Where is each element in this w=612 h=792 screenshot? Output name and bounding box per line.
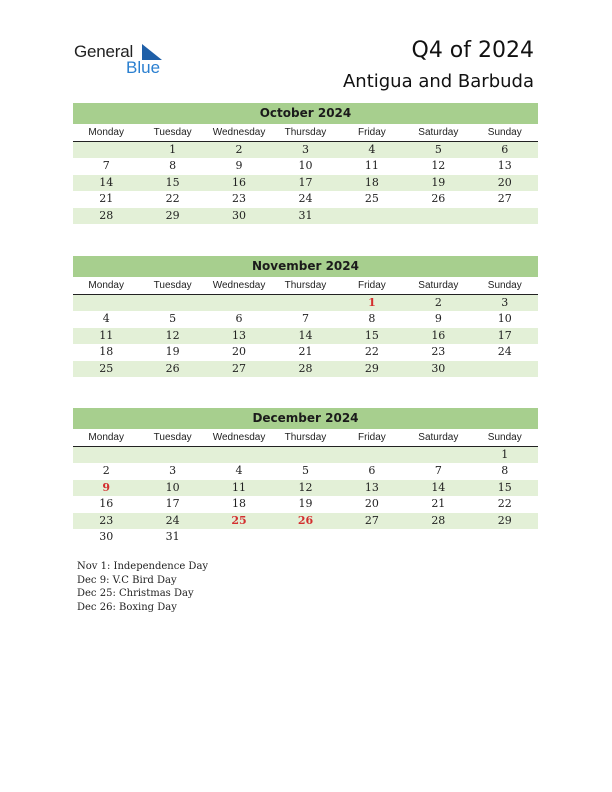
- day-cell: 28: [99, 208, 114, 222]
- day-cell: 8: [368, 312, 376, 326]
- weekday-label: Monday: [88, 127, 124, 138]
- day-cell: 1: [501, 448, 509, 461]
- empty-day-cell: [206, 447, 272, 463]
- empty-day-cell: [206, 529, 272, 545]
- empty-day-cell: [73, 142, 139, 158]
- empty-day-cell: [139, 295, 205, 311]
- day-cell: 23: [232, 192, 247, 206]
- week-row: [73, 158, 538, 174]
- day-cell: 5: [169, 312, 177, 326]
- week-row: [73, 463, 538, 479]
- day-cell: 19: [165, 345, 180, 359]
- empty-day-cell: [206, 295, 272, 311]
- week-row: [73, 344, 538, 360]
- holiday-note: Dec 25: Christmas Day: [77, 588, 194, 599]
- day-cell: 10: [497, 312, 512, 326]
- weekday-label: Friday: [358, 127, 386, 138]
- day-cell: 18: [99, 345, 114, 359]
- week-row: [73, 295, 538, 311]
- day-cell: 30: [431, 361, 446, 375]
- empty-day-cell: [472, 208, 538, 224]
- weekday-header-row: [73, 124, 538, 142]
- day-cell: 12: [298, 480, 313, 494]
- day-cell: 8: [501, 464, 509, 478]
- day-cell: 6: [235, 312, 243, 326]
- day-cell: 19: [298, 497, 313, 511]
- day-cell: 16: [232, 175, 247, 189]
- day-cell: 29: [364, 361, 379, 375]
- day-cell: 22: [497, 497, 512, 511]
- week-row: [73, 328, 538, 344]
- day-cell: 20: [364, 497, 379, 511]
- month-calendar-october: [73, 103, 538, 224]
- day-cell: 25: [231, 513, 247, 527]
- day-cell: 2: [235, 143, 243, 156]
- generalblue-logo: [74, 42, 174, 78]
- day-cell: 2: [434, 296, 442, 309]
- day-cell: 24: [298, 192, 313, 206]
- day-cell: 25: [364, 192, 379, 206]
- page-title: Q4 of 2024: [411, 38, 534, 63]
- holiday-note: Dec 9: V.C Bird Day: [77, 574, 177, 586]
- day-cell: 15: [364, 328, 379, 342]
- day-cell: 24: [165, 513, 180, 527]
- day-cell: 4: [235, 464, 243, 478]
- day-cell: 17: [165, 497, 180, 511]
- day-cell: 16: [99, 497, 114, 511]
- day-cell: 26: [297, 513, 314, 527]
- day-cell: 12: [165, 328, 180, 342]
- holiday-notes: [77, 560, 208, 614]
- week-row: [73, 142, 538, 158]
- day-cell: 15: [165, 175, 180, 189]
- empty-day-cell: [272, 447, 338, 463]
- logo-word-blue: Blue: [126, 58, 161, 77]
- day-cell: 15: [497, 480, 512, 494]
- day-cell: 3: [501, 296, 509, 309]
- month-calendar-november: [73, 256, 538, 377]
- weekday-label: Saturday: [418, 127, 459, 138]
- week-row: [73, 311, 538, 327]
- week-row: [73, 175, 538, 191]
- day-cell: 27: [232, 361, 247, 375]
- day-cell: 4: [102, 312, 110, 326]
- day-cell: 26: [431, 192, 446, 206]
- weekday-label: Monday: [88, 280, 124, 291]
- day-cell: 28: [298, 361, 313, 375]
- week-row: [73, 513, 538, 529]
- day-cell: 3: [301, 143, 309, 156]
- empty-day-cell: [405, 208, 471, 224]
- day-cell: 19: [431, 175, 446, 189]
- weekday-label: Saturday: [418, 432, 459, 443]
- weekday-label: Wednesday: [212, 127, 266, 138]
- day-cell: 2: [102, 464, 110, 478]
- day-cell: 11: [99, 328, 114, 342]
- day-cell: 28: [431, 513, 446, 527]
- month-title: December 2024: [73, 408, 538, 429]
- day-cell: 13: [364, 480, 379, 494]
- day-cell: 13: [232, 328, 247, 342]
- empty-day-cell: [73, 447, 139, 463]
- day-cell: 16: [431, 328, 446, 342]
- day-cell: 10: [298, 159, 313, 173]
- weekday-label: Sunday: [487, 127, 522, 138]
- day-cell: 29: [497, 513, 512, 527]
- weekday-label: Thursday: [284, 280, 327, 291]
- month-title: October 2024: [73, 103, 538, 124]
- weekday-header-row: [73, 277, 538, 295]
- day-cell: 5: [434, 143, 442, 156]
- day-cell: 1: [368, 296, 376, 309]
- week-row: [73, 496, 538, 512]
- empty-day-cell: [472, 361, 538, 377]
- day-cell: 22: [364, 345, 379, 359]
- empty-day-cell: [405, 529, 471, 545]
- day-cell: 17: [298, 175, 313, 189]
- weeks-container: [73, 295, 538, 377]
- day-cell: 11: [364, 159, 379, 173]
- weekday-label: Saturday: [418, 280, 459, 291]
- day-cell: 26: [165, 361, 180, 375]
- weekday-label: Tuesday: [153, 127, 192, 138]
- day-cell: 7: [434, 464, 442, 478]
- empty-day-cell: [272, 529, 338, 545]
- day-cell: 23: [99, 513, 114, 527]
- weekday-label: Thursday: [284, 127, 327, 138]
- week-row: [73, 191, 538, 207]
- day-cell: 7: [301, 312, 309, 326]
- weekday-label: Tuesday: [153, 432, 192, 443]
- day-cell: 23: [431, 345, 446, 359]
- day-cell: 27: [497, 192, 512, 206]
- weekday-header-row: [73, 429, 538, 447]
- day-cell: 31: [165, 529, 180, 543]
- day-cell: 14: [431, 480, 446, 494]
- day-cell: 7: [102, 159, 110, 173]
- day-cell: 11: [232, 480, 247, 494]
- week-row: [73, 447, 538, 463]
- day-cell: 6: [368, 464, 376, 478]
- day-cell: 20: [497, 175, 512, 189]
- empty-day-cell: [139, 447, 205, 463]
- month-title: November 2024: [73, 256, 538, 277]
- week-row: [73, 480, 538, 496]
- weekday-label: Sunday: [487, 432, 522, 443]
- empty-day-cell: [272, 295, 338, 311]
- day-cell: 29: [165, 208, 180, 222]
- day-cell: 20: [232, 345, 247, 359]
- logo-word-general: General: [74, 42, 134, 61]
- day-cell: 13: [497, 159, 512, 173]
- empty-day-cell: [339, 208, 405, 224]
- day-cell: 24: [497, 345, 512, 359]
- month-calendar-december: [73, 408, 538, 545]
- day-cell: 9: [102, 480, 111, 494]
- day-cell: 30: [99, 529, 114, 543]
- day-cell: 18: [232, 497, 247, 511]
- day-cell: 3: [169, 464, 177, 478]
- week-row: [73, 361, 538, 377]
- week-row: [73, 208, 538, 224]
- empty-day-cell: [73, 295, 139, 311]
- day-cell: 9: [434, 312, 442, 326]
- country-subtitle: Antigua and Barbuda: [342, 71, 534, 92]
- empty-day-cell: [405, 447, 471, 463]
- day-cell: 21: [298, 345, 313, 359]
- weekday-label: Sunday: [487, 280, 522, 291]
- day-cell: 14: [99, 175, 114, 189]
- weeks-container: [73, 142, 538, 224]
- day-cell: 10: [165, 480, 180, 494]
- day-cell: 12: [431, 159, 446, 173]
- weekday-label: Tuesday: [153, 280, 192, 291]
- weekday-label: Friday: [358, 432, 386, 443]
- day-cell: 6: [501, 143, 509, 156]
- empty-day-cell: [339, 447, 405, 463]
- day-cell: 8: [169, 159, 177, 173]
- weekday-label: Wednesday: [212, 432, 266, 443]
- day-cell: 14: [298, 328, 313, 342]
- day-cell: 1: [169, 143, 177, 156]
- weekday-label: Friday: [358, 280, 386, 291]
- weekday-label: Wednesday: [212, 280, 266, 291]
- day-cell: 17: [497, 328, 512, 342]
- weeks-container: [73, 447, 538, 545]
- empty-day-cell: [339, 529, 405, 545]
- holiday-note: Dec 26: Boxing Day: [77, 601, 177, 613]
- day-cell: 25: [99, 361, 114, 375]
- day-cell: 30: [232, 208, 247, 222]
- day-cell: 21: [99, 192, 114, 206]
- day-cell: 4: [368, 143, 376, 156]
- day-cell: 9: [235, 159, 243, 173]
- day-cell: 22: [165, 192, 180, 206]
- weekday-label: Thursday: [284, 432, 327, 443]
- day-cell: 18: [364, 175, 379, 189]
- weekday-label: Monday: [88, 432, 124, 443]
- week-row: [73, 529, 538, 545]
- day-cell: 21: [431, 497, 446, 511]
- day-cell: 5: [301, 464, 309, 478]
- holiday-note: Nov 1: Independence Day: [77, 561, 209, 572]
- empty-day-cell: [472, 529, 538, 545]
- day-cell: 31: [298, 208, 313, 222]
- day-cell: 27: [364, 513, 379, 527]
